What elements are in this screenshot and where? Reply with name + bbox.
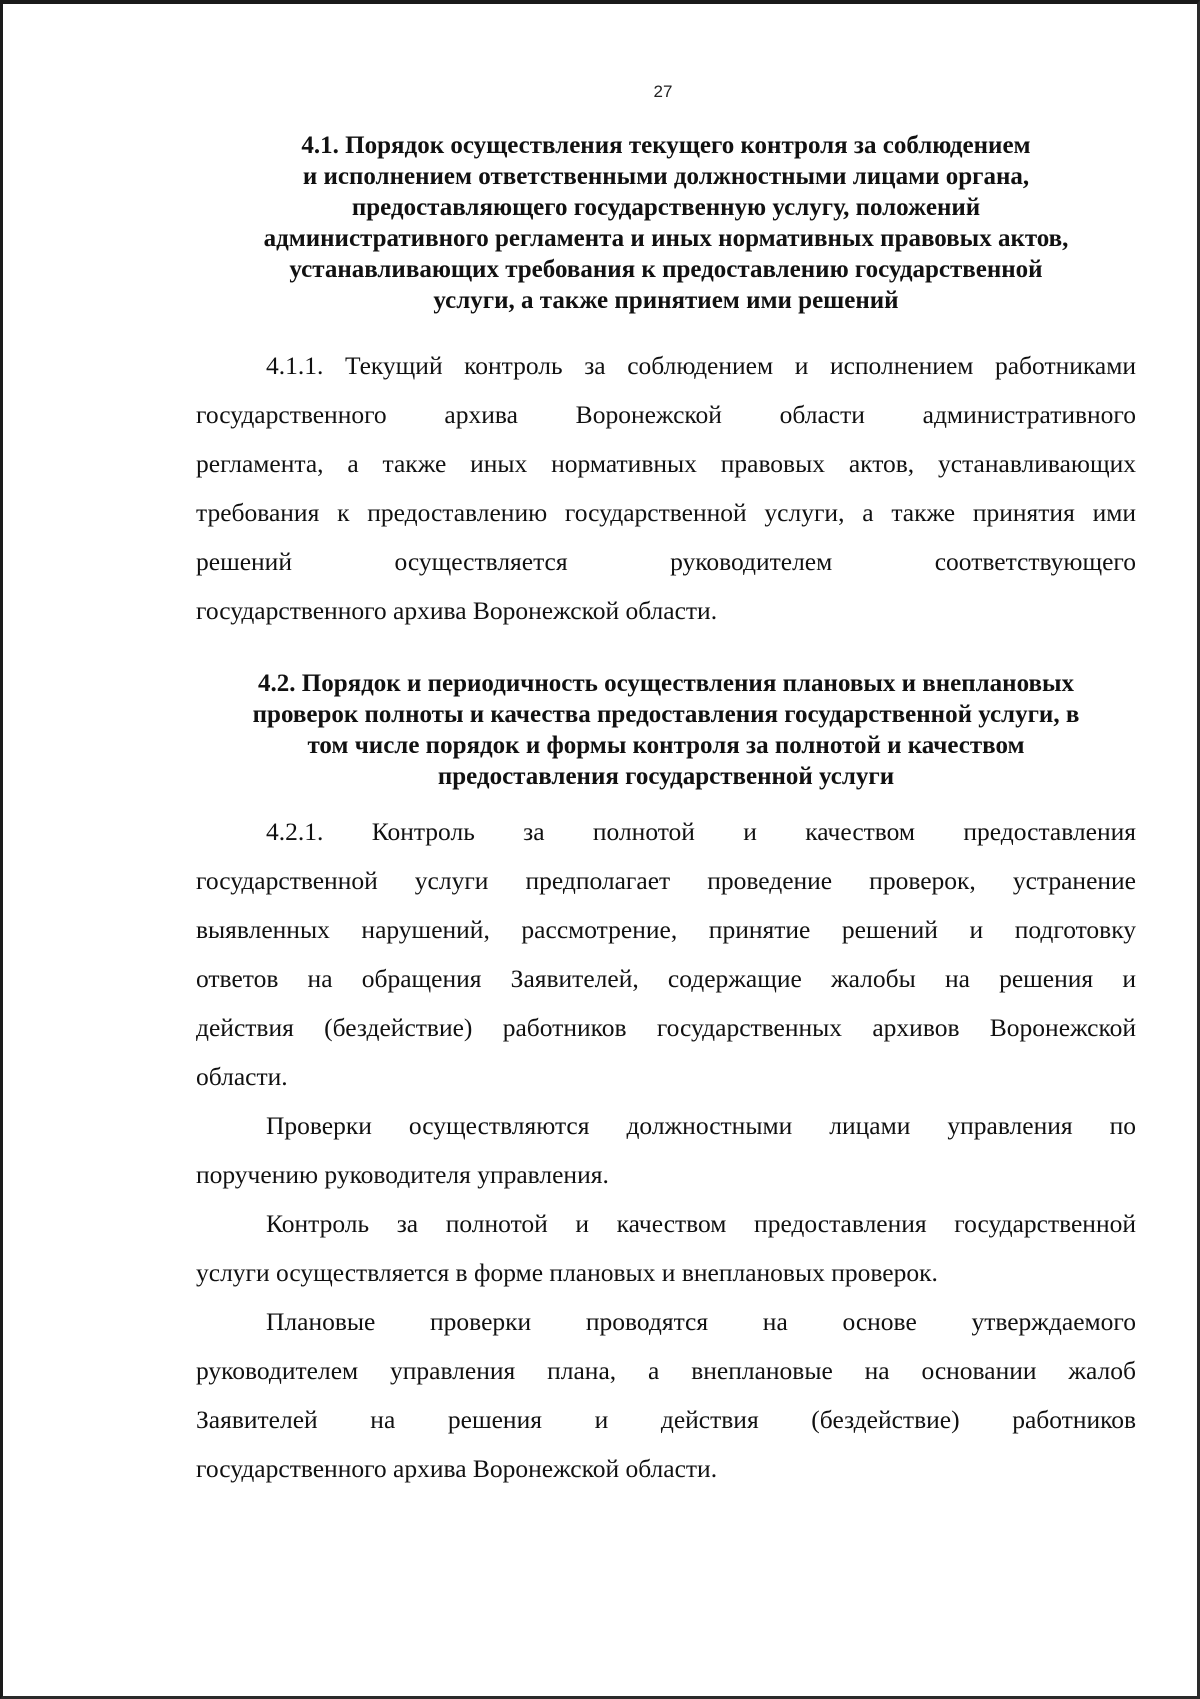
paragraph-line: действия (бездействие) работников государственных архивов Воронежской (196, 1013, 1136, 1042)
paragraph-line: требования к предоставлению государственной услуги, а также принятия ими (196, 498, 1136, 527)
heading-line: 4.1. Порядок осуществления текущего контроля за соблюдением (301, 132, 1031, 159)
paragraph-4-1-1 (196, 341, 1136, 635)
paragraph-planned-checks (196, 1297, 1136, 1493)
paragraph-line: государственного архива Воронежской области. (196, 1454, 718, 1483)
paragraph-line: государственной услуги предполагает проведение проверок, устранение (196, 866, 1136, 895)
paragraph-line: поручению руководителя управления. (196, 1160, 609, 1189)
heading-line: и исполнением ответственными должностными лицами органа, (302, 163, 1030, 190)
heading-line: предоставляющего государственную услугу, положений (351, 194, 981, 221)
paragraph-line: Заявителей на решения и действия (бездействие) работников (196, 1405, 1136, 1434)
paragraph-line: Плановые проверки проводятся на основе утверждаемого (266, 1307, 1136, 1336)
paragraph-4-2-1 (196, 807, 1136, 1101)
heading-line: 4.2. Порядок и периодичность осуществления плановых и внеплановых (258, 670, 1074, 697)
paragraph-line: Контроль за полнотой и качеством предоставления государственной (266, 1209, 1136, 1238)
paragraph-line: услуги осуществляется в форме плановых и внеплановых проверок. (196, 1258, 938, 1287)
paragraph-line: Проверки осуществляются должностными лицами управления по (266, 1111, 1136, 1140)
paragraph-line: выявленных нарушений, рассмотрение, принятие решений и подготовку (196, 915, 1136, 944)
heading-line: услуги, а также принятием ими решений (433, 287, 899, 314)
paragraph-line: государственного архива Воронежской области административного (196, 400, 1136, 429)
paragraph-control-form (196, 1199, 1136, 1297)
heading-line: устанавливающих требования к предоставлению государственной (289, 256, 1043, 283)
document-body (196, 130, 1136, 1493)
paragraph-line: регламента, а также иных нормативных правовых актов, устанавливающих (196, 449, 1136, 478)
heading-line: том числе порядок и формы контроля за полнотой и качеством (307, 732, 1025, 759)
paragraph-line: государственного архива Воронежской области. (196, 596, 718, 625)
heading-line: предоставления государственной услуги (437, 763, 895, 790)
heading-line: проверок полноты и качества предоставления государственной услуги, в (252, 701, 1080, 728)
heading-line: административного регламента и иных нормативных правовых актов, (263, 225, 1069, 252)
paragraph-line: 4.2.1. Контроль за полнотой и качеством предоставления (266, 817, 1136, 846)
section-heading-4-2 (196, 668, 1136, 792)
paragraph-line: решений осуществляется руководителем соответствующего (196, 547, 1136, 576)
paragraph-line: 4.1.1. Текущий контроль за соблюдением и исполнением работниками (266, 351, 1136, 380)
paragraph-line: области. (196, 1062, 288, 1091)
paragraph-checks (196, 1101, 1136, 1199)
section-heading-4-1 (196, 130, 1136, 316)
paragraph-line: руководителем управления плана, а внеплановые на основании жалоб (196, 1356, 1136, 1385)
page-number: 27 (653, 82, 673, 101)
paragraph-line: ответов на обращения Заявителей, содержащие жалобы на решения и (196, 964, 1136, 993)
